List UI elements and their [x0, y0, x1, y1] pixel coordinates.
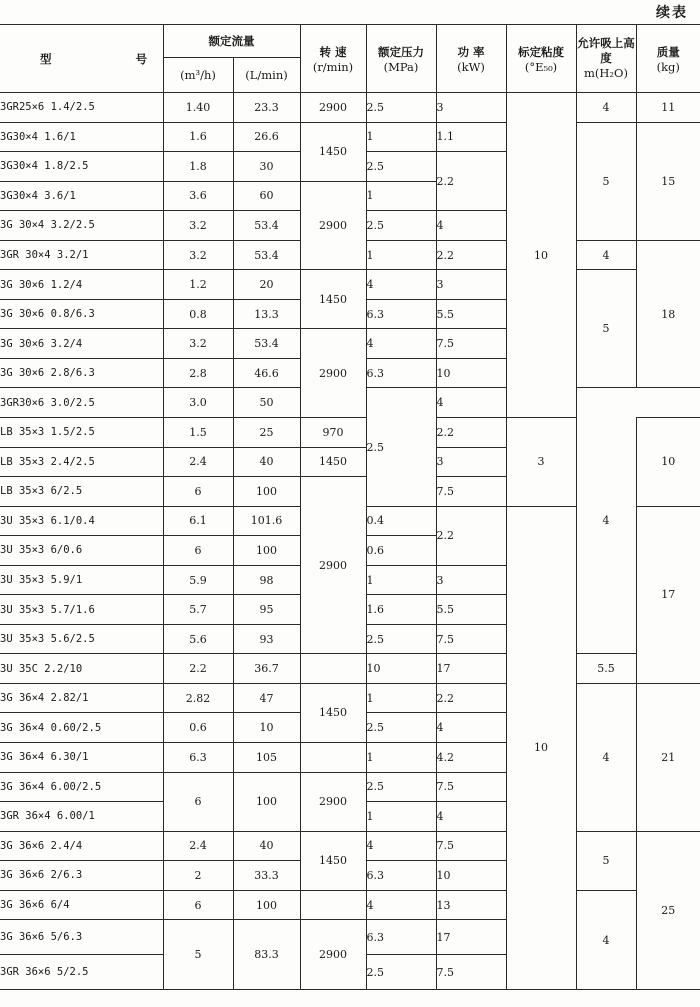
mass-cell: 21 — [636, 683, 700, 831]
header-power-unit: (kW) — [457, 59, 485, 74]
model-cell: 3G 36×4 6.30/1 — [0, 743, 163, 773]
header-viscosity — [506, 25, 576, 93]
power-cell: 2.2 — [436, 418, 506, 448]
power-cell: 7.5 — [436, 329, 506, 359]
model-cell: 3G30×4 3.6/1 — [0, 181, 163, 211]
flow-m3h-cell: 1.8 — [163, 152, 233, 182]
flow-m3h-cell: 5.7 — [163, 595, 233, 625]
speed-cell: 1450 — [300, 122, 366, 181]
pressure-cell: 6.3 — [366, 920, 436, 955]
model-cell: 3G30×4 1.6/1 — [0, 122, 163, 152]
flow-lmin-cell: 53.4 — [233, 240, 300, 270]
header-suction-label: 允许吸上高度 — [577, 36, 635, 65]
flow-lmin-cell: 100 — [233, 536, 300, 566]
pressure-cell: 6.3 — [366, 358, 436, 388]
header-suction-unit: m(H₂O) — [584, 66, 628, 80]
pressure-cell: 4 — [366, 890, 436, 920]
flow-m3h-cell: 2 — [163, 861, 233, 891]
flow-lmin-cell: 101.6 — [233, 506, 300, 536]
pressure-cell: 2.5 — [366, 772, 436, 802]
table-row — [0, 270, 700, 300]
flow-lmin-cell: 98 — [233, 565, 300, 595]
flow-m3h-cell: 6.1 — [163, 506, 233, 536]
model-cell: 3G 30×6 1.2/4 — [0, 270, 163, 300]
model-cell: 3GR 30×4 3.2/1 — [0, 240, 163, 270]
header-pressure-unit: (MPa) — [383, 59, 419, 74]
pressure-cell: 2.5 — [366, 955, 436, 990]
header-model: 型 号 — [0, 25, 163, 93]
power-cell: 17 — [436, 654, 506, 684]
header-flow-lmin: (L/min) — [233, 58, 300, 93]
power-cell: 2.2 — [436, 683, 506, 713]
viscosity-cell: 10 — [506, 506, 576, 990]
table-row — [0, 831, 700, 861]
table-row — [0, 890, 700, 920]
flow-lmin-cell: 10 — [233, 713, 300, 743]
flow-lmin-cell: 83.3 — [233, 920, 300, 990]
speed-cell: 2900 — [300, 920, 366, 990]
model-cell: 3U 35×3 5.9/1 — [0, 565, 163, 595]
flow-m3h-cell: 3.2 — [163, 329, 233, 359]
power-cell: 5.5 — [436, 595, 506, 625]
flow-m3h-cell: 2.4 — [163, 447, 233, 477]
pressure-cell: 1 — [366, 240, 436, 270]
model-cell: LB 35×3 2.4/2.5 — [0, 447, 163, 477]
power-cell: 5.5 — [436, 299, 506, 329]
flow-lmin-cell: 40 — [233, 831, 300, 861]
speed-cell: 2900 — [300, 329, 366, 418]
flow-lmin-cell: 47 — [233, 683, 300, 713]
flow-m3h-cell: 6.3 — [163, 743, 233, 773]
suction-cell: 4 — [576, 240, 636, 270]
mass-cell: 25 — [636, 831, 700, 990]
pressure-cell: 2.5 — [366, 211, 436, 241]
power-cell: 10 — [436, 358, 506, 388]
model-cell: 3G 36×4 6.00/2.5 — [0, 772, 163, 802]
model-cell: 3U 35×3 5.7/1.6 — [0, 595, 163, 625]
viscosity-cell: 10 — [506, 93, 576, 418]
continuation-label: 续表 — [656, 5, 688, 21]
header-pressure-label: 额定压力 — [378, 44, 424, 59]
header-power — [436, 25, 506, 93]
power-cell: 1.1 — [436, 122, 506, 152]
mass-cell: 10 — [636, 418, 700, 507]
flow-m3h-cell: 0.8 — [163, 299, 233, 329]
pressure-cell: 1 — [366, 565, 436, 595]
pressure-cell: 1.6 — [366, 595, 436, 625]
power-cell: 7.5 — [436, 772, 506, 802]
suction-cell: 5 — [576, 122, 636, 240]
model-cell: 3GR 36×4 6.00/1 — [0, 802, 163, 832]
table-row — [0, 683, 700, 713]
pressure-cell: 0.6 — [366, 536, 436, 566]
pump-spec-table — [0, 24, 700, 990]
flow-m3h-cell: 5.9 — [163, 565, 233, 595]
flow-m3h-cell: 5 — [163, 920, 233, 990]
table-row — [0, 93, 700, 123]
model-cell: 3G 30×6 0.8/6.3 — [0, 299, 163, 329]
flow-lmin-cell: 95 — [233, 595, 300, 625]
mass-cell: 17 — [636, 506, 700, 683]
power-cell: 4 — [436, 802, 506, 832]
model-cell: LB 35×3 1.5/2.5 — [0, 418, 163, 448]
power-cell: 7.5 — [436, 955, 506, 990]
pressure-cell: 4 — [366, 270, 436, 300]
speed-cell — [300, 890, 366, 920]
flow-lmin-cell: 23.3 — [233, 93, 300, 123]
flow-m3h-cell: 1.40 — [163, 93, 233, 123]
mass-cell: 18 — [636, 240, 700, 388]
model-cell: 3G 30×6 3.2/4 — [0, 329, 163, 359]
flow-lmin-cell: 20 — [233, 270, 300, 300]
speed-cell: 1450 — [300, 270, 366, 329]
flow-lmin-cell: 105 — [233, 743, 300, 773]
pressure-cell: 1 — [366, 122, 436, 152]
power-cell: 2.2 — [436, 506, 506, 565]
flow-m3h-cell: 3.2 — [163, 211, 233, 241]
speed-cell: 1450 — [300, 683, 366, 742]
pressure-cell: 2.5 — [366, 152, 436, 182]
model-cell: 3GR 36×6 5/2.5 — [0, 955, 163, 990]
speed-cell: 1450 — [300, 447, 366, 477]
flow-m3h-cell: 2.8 — [163, 358, 233, 388]
model-cell: 3U 35C 2.2/10 — [0, 654, 163, 684]
pressure-cell: 2.5 — [366, 624, 436, 654]
speed-cell: 2900 — [300, 93, 366, 123]
speed-cell — [300, 743, 366, 773]
power-cell: 2.2 — [436, 240, 506, 270]
model-cell: 3GR30×6 3.0/2.5 — [0, 388, 163, 418]
power-cell: 7.5 — [436, 477, 506, 507]
flow-lmin-cell: 100 — [233, 772, 300, 831]
pressure-cell: 2.5 — [366, 93, 436, 123]
model-cell: 3G 36×4 0.60/2.5 — [0, 713, 163, 743]
flow-lmin-cell: 50 — [233, 388, 300, 418]
pressure-cell: 1 — [366, 743, 436, 773]
flow-lmin-cell: 30 — [233, 152, 300, 182]
power-cell: 7.5 — [436, 831, 506, 861]
pressure-cell: 10 — [366, 654, 436, 684]
flow-m3h-cell: 1.5 — [163, 418, 233, 448]
flow-lmin-cell: 36.7 — [233, 654, 300, 684]
header-mass — [636, 25, 700, 93]
header-mass-label: 质量 — [656, 44, 680, 59]
pressure-cell: 4 — [366, 329, 436, 359]
flow-m3h-cell: 1.6 — [163, 122, 233, 152]
model-cell: 3G30×4 1.8/2.5 — [0, 152, 163, 182]
suction-cell: 4 — [576, 388, 636, 654]
flow-lmin-cell: 60 — [233, 181, 300, 211]
flow-lmin-cell: 26.6 — [233, 122, 300, 152]
power-cell: 3 — [436, 447, 506, 477]
flow-m3h-cell: 0.6 — [163, 713, 233, 743]
flow-lmin-cell: 53.4 — [233, 329, 300, 359]
flow-lmin-cell: 46.6 — [233, 358, 300, 388]
header-pressure — [366, 25, 436, 93]
pressure-cell: 2.5 — [366, 388, 436, 506]
pressure-cell: 6.3 — [366, 299, 436, 329]
viscosity-cell: 3 — [506, 418, 576, 507]
header-flow: 额定流量 — [163, 25, 300, 58]
flow-m3h-cell: 2.2 — [163, 654, 233, 684]
power-cell: 2.2 — [436, 152, 506, 211]
power-cell: 10 — [436, 861, 506, 891]
power-cell: 13 — [436, 890, 506, 920]
model-cell: 3G 36×6 2.4/4 — [0, 831, 163, 861]
pressure-cell: 1 — [366, 683, 436, 713]
power-cell: 17 — [436, 920, 506, 955]
suction-cell: 4 — [576, 93, 636, 123]
flow-m3h-cell: 3.0 — [163, 388, 233, 418]
flow-m3h-cell: 5.6 — [163, 624, 233, 654]
speed-cell: 2900 — [300, 772, 366, 831]
power-cell: 4 — [436, 388, 506, 418]
header-speed — [300, 25, 366, 93]
pressure-cell: 0.4 — [366, 506, 436, 536]
flow-m3h-cell: 3.2 — [163, 240, 233, 270]
model-cell: 3G 36×6 5/6.3 — [0, 920, 163, 955]
suction-cell: 5.5 — [576, 654, 636, 684]
flow-lmin-cell: 53.4 — [233, 211, 300, 241]
speed-cell: 2900 — [300, 181, 366, 270]
power-cell: 3 — [436, 565, 506, 595]
suction-cell: 4 — [576, 890, 636, 990]
flow-m3h-cell: 6 — [163, 772, 233, 831]
flow-lmin-cell: 100 — [233, 890, 300, 920]
power-cell: 4 — [436, 713, 506, 743]
speed-cell: 1450 — [300, 831, 366, 890]
flow-m3h-cell: 6 — [163, 536, 233, 566]
pressure-cell: 4 — [366, 831, 436, 861]
flow-lmin-cell: 25 — [233, 418, 300, 448]
model-cell: 3G 30×4 3.2/2.5 — [0, 211, 163, 241]
header-flow-m3h: (m³/h) — [163, 58, 233, 93]
power-cell: 4 — [436, 211, 506, 241]
suction-cell: 5 — [576, 270, 636, 388]
flow-lmin-cell: 33.3 — [233, 861, 300, 891]
power-cell: 4.2 — [436, 743, 506, 773]
model-cell: LB 35×3 6/2.5 — [0, 477, 163, 507]
header-power-label: 功 率 — [457, 44, 485, 59]
flow-m3h-cell: 6 — [163, 477, 233, 507]
header-viscosity-unit: (°E₅₀) — [524, 59, 558, 74]
flow-lmin-cell: 13.3 — [233, 299, 300, 329]
flow-m3h-cell: 2.82 — [163, 683, 233, 713]
header-mass-unit: (kg) — [656, 59, 680, 74]
flow-m3h-cell: 2.4 — [163, 831, 233, 861]
flow-lmin-cell: 100 — [233, 477, 300, 507]
power-cell: 7.5 — [436, 624, 506, 654]
power-cell: 3 — [436, 93, 506, 123]
mass-cell: 11 — [636, 93, 700, 123]
pressure-cell: 2.5 — [366, 713, 436, 743]
speed-cell: 2900 — [300, 477, 366, 654]
model-cell: 3U 35×3 6/0.6 — [0, 536, 163, 566]
table-row — [0, 122, 700, 152]
flow-lmin-cell: 93 — [233, 624, 300, 654]
suction-cell: 4 — [576, 683, 636, 831]
model-cell: 3G 30×6 2.8/6.3 — [0, 358, 163, 388]
model-cell: 3GR25×6 1.4/2.5 — [0, 93, 163, 123]
model-cell: 3G 36×6 2/6.3 — [0, 861, 163, 891]
pressure-cell: 1 — [366, 802, 436, 832]
flow-lmin-cell: 40 — [233, 447, 300, 477]
speed-cell: 970 — [300, 418, 366, 448]
header-speed-label: 转 速 — [319, 44, 347, 59]
pressure-cell: 1 — [366, 181, 436, 211]
model-cell: 3U 35×3 5.6/2.5 — [0, 624, 163, 654]
header-viscosity-label: 标定粘度 — [518, 44, 564, 59]
power-cell: 3 — [436, 270, 506, 300]
suction-cell: 5 — [576, 831, 636, 890]
header-speed-unit: (r/min) — [312, 59, 354, 74]
model-cell: 3U 35×3 6.1/0.4 — [0, 506, 163, 536]
table-row — [0, 654, 700, 684]
model-cell: 3G 36×6 6/4 — [0, 890, 163, 920]
mass-cell: 15 — [636, 122, 700, 240]
flow-m3h-cell: 6 — [163, 890, 233, 920]
flow-m3h-cell: 1.2 — [163, 270, 233, 300]
header-suction — [576, 25, 636, 93]
flow-m3h-cell: 3.6 — [163, 181, 233, 211]
pressure-cell: 6.3 — [366, 861, 436, 891]
model-cell: 3G 36×4 2.82/1 — [0, 683, 163, 713]
speed-cell — [300, 654, 366, 684]
